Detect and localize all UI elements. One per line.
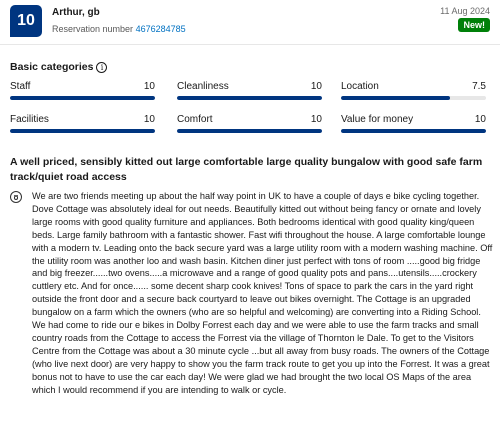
category-value: 10	[310, 81, 322, 92]
category-bar-fill	[177, 129, 322, 133]
category-value: 10	[143, 114, 155, 125]
review-date: 11 Aug 2024	[440, 6, 490, 16]
category-bar-fill	[341, 96, 450, 100]
category-bar	[10, 129, 155, 133]
category-bar-fill	[177, 96, 322, 100]
header-divider	[0, 44, 500, 45]
category-value: 10	[474, 114, 486, 125]
score-badge: 10	[10, 5, 42, 37]
review-header	[10, 5, 490, 39]
smiling-face-icon	[10, 191, 22, 203]
category-label: Staff	[10, 81, 31, 92]
reservation-info	[52, 24, 186, 34]
new-badge: New!	[458, 18, 490, 32]
category-bar	[341, 96, 486, 100]
review-text: We are two friends meeting up about the half way point in UK to have a couple of days e bike cycling together. Dove Cottage was absolutely ideal for out needs. Beautifully kitted out without being fancy or ornate and lovely large rooms with good quality furniture and appliances. Both bedrooms identical with good quality king/queen beds. Large family bathroom with a fantastic shower. Fast wifi throughout the house. A large comfortable lounge with a modern tv. Leading onto the back secure yard was a large utility room with a modern washing machine. Off the utility room was another loo and wash basin. Kitchen diner just perfect with tons of room .....good big fridge and big freezer......two ovens.....a microwave and a range of good quality pots and pans....utensils.....crockery cuttlery etc. And for once...... some decent sharp cook knives! Tons of space to park the cars in the yard right outside the front door and a secure back courtyard to leave out bikes overnight. The Cottage is an upgraded bungalow on a farm which the owners (who are so helpful and welcoming) are converting into a Riding School. We had come to ride our e bikes in Dolby Forrest each day and we were able to use the farm tracks and small country roads from the Cottage to access the Forrest via the village of Thornton le Dale. To get to the Visitors Centre from the Cottage was about a 30 minute cycle ...but all away from busy roads. The owners of the Cottage (who live next door) are very happy to show you the farm track route to get you up into the Forrest. It was a great bonus not to have to use the car each day! We were glad we had brought the two local OS Maps of the area which I would recommend if you are intending to walk or cycle.	[32, 191, 493, 395]
category-bar	[341, 129, 486, 133]
reservation-number[interactable]: 4676284785	[135, 24, 186, 34]
category-value: 10	[143, 81, 155, 92]
reservation-label: Reservation number	[52, 24, 134, 34]
category-bar	[177, 96, 322, 100]
category-bar	[177, 129, 322, 133]
category-label: Cleanliness	[177, 81, 229, 92]
categories-heading	[10, 61, 107, 73]
info-icon[interactable]: i	[96, 62, 107, 73]
category-label: Comfort	[177, 114, 213, 125]
category-label: Value for money	[341, 114, 414, 125]
category-value: 7.5	[472, 81, 486, 92]
category-value: 10	[310, 114, 322, 125]
categories-title: Basic categories	[10, 61, 94, 73]
category-label: Facilities	[10, 114, 49, 125]
category-bar	[10, 96, 155, 100]
category-bar-fill	[341, 129, 486, 133]
review-title: A well priced, sensibly kitted out large comfortable large quality bungalow with good safe farm track/quiet road access	[10, 156, 483, 183]
category-label: Location	[341, 81, 379, 92]
category-bar-fill	[10, 129, 155, 133]
category-bar-fill	[10, 96, 155, 100]
reviewer-name: Arthur, gb	[52, 7, 100, 18]
